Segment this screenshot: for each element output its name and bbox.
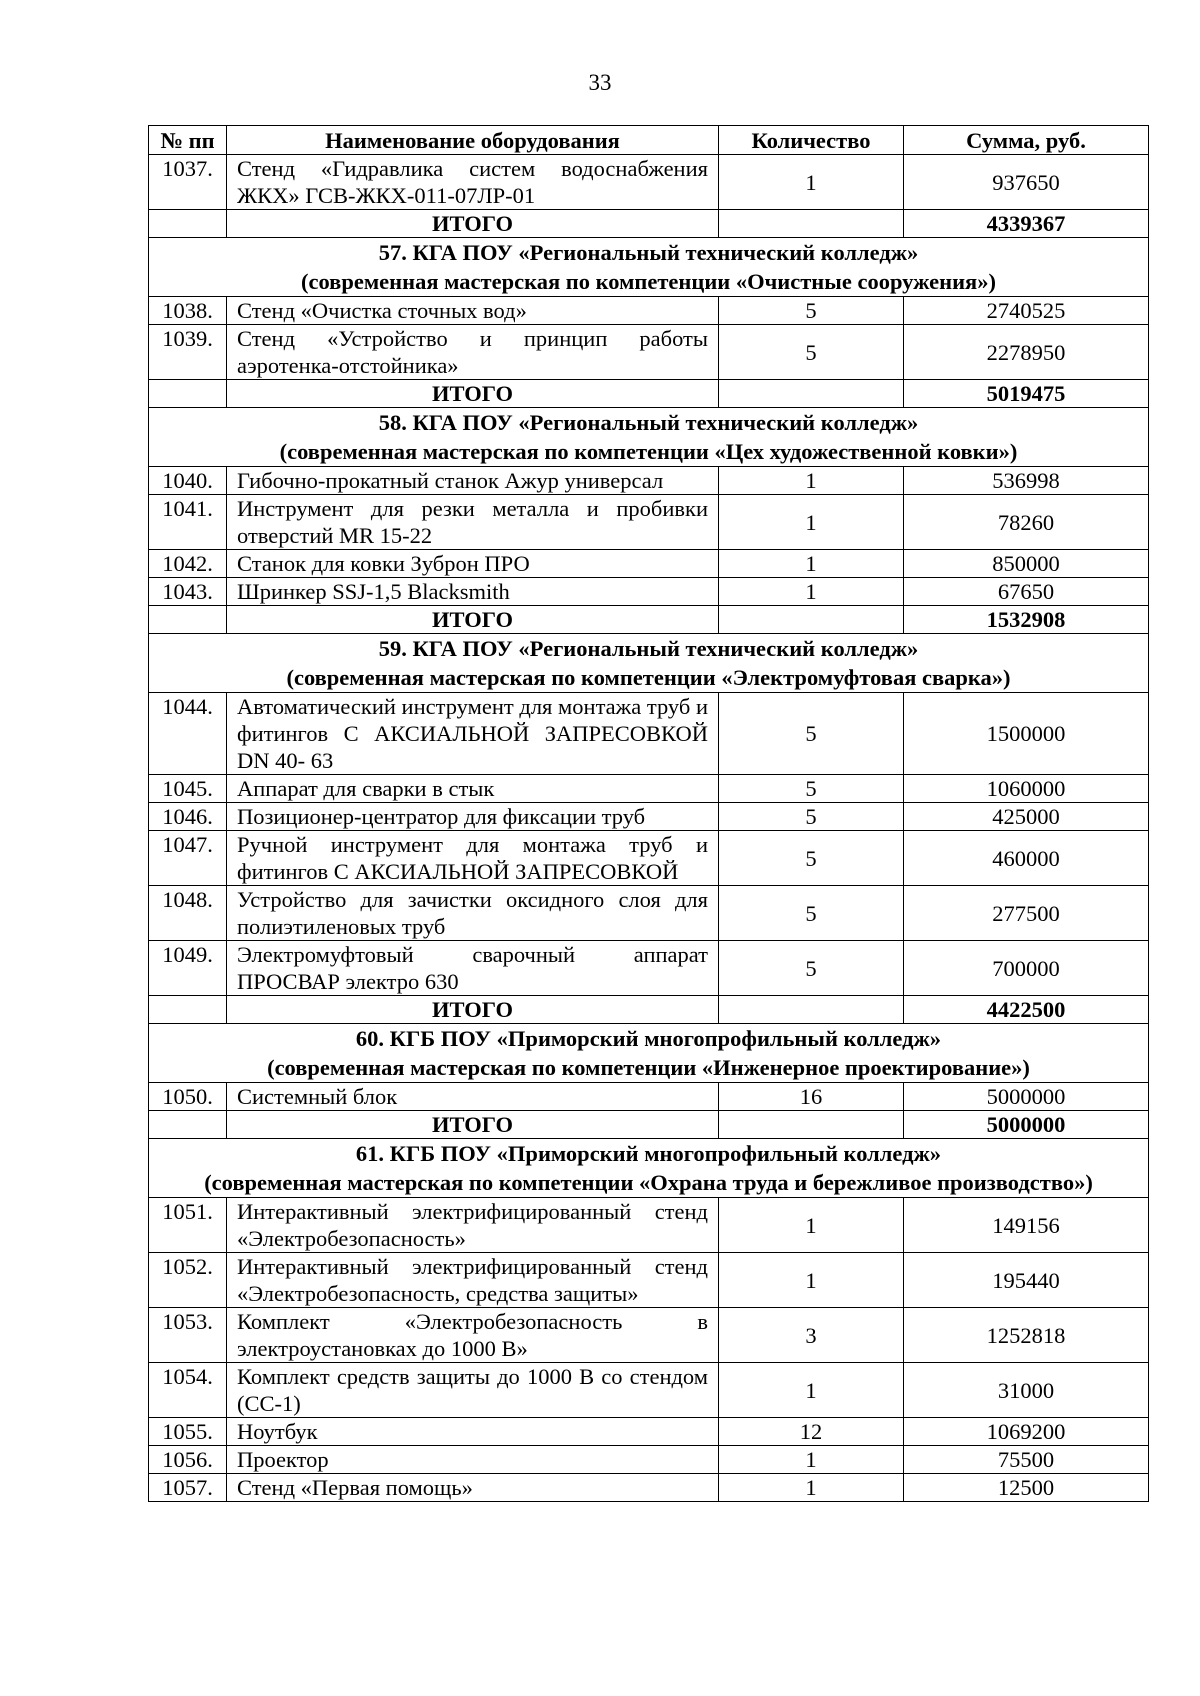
table-row — [149, 1198, 1149, 1253]
equipment-name: Стенд «Очистка сточных вод» — [227, 297, 719, 325]
total-empty-cell — [719, 606, 904, 634]
section-title-line1: 61. КГБ ПОУ «Приморский многопрофильный колледж» — [355, 1141, 942, 1166]
header-num: № пп — [149, 126, 227, 155]
section-title-line2: (современная мастерская по компетенции «Цех художественной ковки») — [279, 439, 1018, 464]
total-row — [149, 996, 1149, 1024]
total-label: ИТОГО — [227, 210, 719, 238]
total-amount: 4422500 — [904, 996, 1149, 1024]
equipment-name: Системный блок — [227, 1083, 719, 1111]
amount: 1500000 — [904, 693, 1149, 775]
amount: 12500 — [904, 1474, 1149, 1502]
total-amount: 4339367 — [904, 210, 1149, 238]
table-row — [149, 775, 1149, 803]
amount: 5000000 — [904, 1083, 1149, 1111]
row-number: 1053. — [149, 1308, 227, 1363]
total-empty-cell — [149, 210, 227, 238]
total-row — [149, 210, 1149, 238]
table-row — [149, 495, 1149, 550]
equipment-name: Электромуфтовый сварочный аппарат ПРОСВАР электро 630 — [227, 941, 719, 996]
quantity: 1 — [719, 1253, 904, 1308]
table-row — [149, 578, 1149, 606]
amount: 937650 — [904, 155, 1149, 210]
row-number: 1049. — [149, 941, 227, 996]
equipment-name: Устройство для зачистки оксидного слоя для полиэтиленовых труб — [227, 886, 719, 941]
table-row — [149, 831, 1149, 886]
amount: 700000 — [904, 941, 1149, 996]
quantity: 1 — [719, 1363, 904, 1418]
row-number: 1047. — [149, 831, 227, 886]
quantity: 5 — [719, 297, 904, 325]
equipment-name: Интерактивный электрифицированный стенд «Электробезопасность, средства защиты» — [227, 1253, 719, 1308]
section-title-line1: 60. КГБ ПОУ «Приморский многопрофильный колледж» — [355, 1026, 942, 1051]
equipment-name: Ноутбук — [227, 1418, 719, 1446]
row-number: 1057. — [149, 1474, 227, 1502]
row-number: 1050. — [149, 1083, 227, 1111]
equipment-name: Проектор — [227, 1446, 719, 1474]
row-number: 1046. — [149, 803, 227, 831]
amount: 195440 — [904, 1253, 1149, 1308]
section-title — [149, 634, 1149, 693]
total-empty-cell — [719, 380, 904, 408]
equipment-name: Шринкер SSJ-1,5 Blacksmith — [227, 578, 719, 606]
equipment-name: Аппарат для сварки в стык — [227, 775, 719, 803]
section-title-line1: 57. КГА ПОУ «Региональный технический колледж» — [378, 240, 919, 265]
total-empty-cell — [719, 1111, 904, 1139]
table-row — [149, 1253, 1149, 1308]
table-row — [149, 155, 1149, 210]
table-row — [149, 941, 1149, 996]
quantity: 1 — [719, 155, 904, 210]
page-number: 33 — [588, 70, 612, 95]
amount: 2278950 — [904, 325, 1149, 380]
amount: 78260 — [904, 495, 1149, 550]
quantity: 16 — [719, 1083, 904, 1111]
equipment-table — [148, 125, 1149, 1502]
section-title-line2: (современная мастерская по компетенции «Инженерное проектирование») — [267, 1055, 1030, 1080]
row-number: 1048. — [149, 886, 227, 941]
header-qty: Количество — [719, 126, 904, 155]
amount: 75500 — [904, 1446, 1149, 1474]
section-title — [149, 408, 1149, 467]
amount: 850000 — [904, 550, 1149, 578]
amount: 31000 — [904, 1363, 1149, 1418]
equipment-name: Комплект средств защиты до 1000 В со стендом (СС-1) — [227, 1363, 719, 1418]
quantity: 1 — [719, 1446, 904, 1474]
table-row — [149, 1474, 1149, 1502]
amount: 2740525 — [904, 297, 1149, 325]
row-number: 1055. — [149, 1418, 227, 1446]
equipment-name: Комплект «Электробезопасность в электроустановках до 1000 В» — [227, 1308, 719, 1363]
total-row — [149, 1111, 1149, 1139]
equipment-name: Станок для ковки Зуброн ПРО — [227, 550, 719, 578]
table-row — [149, 550, 1149, 578]
total-empty-cell — [719, 996, 904, 1024]
section-title-line1: 59. КГА ПОУ «Региональный технический колледж» — [378, 636, 919, 661]
amount: 1060000 — [904, 775, 1149, 803]
equipment-name: Позиционер-центратор для фиксации труб — [227, 803, 719, 831]
header-sum: Сумма, руб. — [904, 126, 1149, 155]
amount: 1252818 — [904, 1308, 1149, 1363]
section-header-row — [149, 634, 1149, 693]
amount: 149156 — [904, 1198, 1149, 1253]
total-amount: 1532908 — [904, 606, 1149, 634]
row-number: 1038. — [149, 297, 227, 325]
section-header-row — [149, 238, 1149, 297]
table-row — [149, 1363, 1149, 1418]
total-label: ИТОГО — [227, 996, 719, 1024]
quantity: 1 — [719, 578, 904, 606]
table-row — [149, 467, 1149, 495]
quantity: 5 — [719, 803, 904, 831]
row-number: 1056. — [149, 1446, 227, 1474]
quantity: 1 — [719, 1474, 904, 1502]
table-row — [149, 1418, 1149, 1446]
quantity: 12 — [719, 1418, 904, 1446]
quantity: 3 — [719, 1308, 904, 1363]
amount: 536998 — [904, 467, 1149, 495]
row-number: 1045. — [149, 775, 227, 803]
total-row — [149, 606, 1149, 634]
row-number: 1037. — [149, 155, 227, 210]
row-number: 1042. — [149, 550, 227, 578]
total-label: ИТОГО — [227, 606, 719, 634]
section-title-line2: (современная мастерская по компетенции «Охрана труда и бережливое производство») — [204, 1170, 1093, 1195]
quantity: 5 — [719, 941, 904, 996]
table-row — [149, 886, 1149, 941]
equipment-name: Гибочно-прокатный станок Ажур универсал — [227, 467, 719, 495]
table-row — [149, 1308, 1149, 1363]
quantity: 5 — [719, 886, 904, 941]
total-label: ИТОГО — [227, 1111, 719, 1139]
total-amount: 5019475 — [904, 380, 1149, 408]
equipment-name: Инструмент для резки металла и пробивки отверстий MR 15-22 — [227, 495, 719, 550]
row-number: 1041. — [149, 495, 227, 550]
equipment-name: Стенд «Устройство и принцип работы аэротенка-отстойника» — [227, 325, 719, 380]
row-number: 1040. — [149, 467, 227, 495]
quantity: 5 — [719, 325, 904, 380]
quantity: 5 — [719, 693, 904, 775]
row-number: 1052. — [149, 1253, 227, 1308]
row-number: 1054. — [149, 1363, 227, 1418]
equipment-name: Интерактивный электрифицированный стенд «Электробезопасность» — [227, 1198, 719, 1253]
table-header-row — [149, 126, 1149, 155]
section-header-row — [149, 1139, 1149, 1198]
equipment-name: Стенд «Первая помощь» — [227, 1474, 719, 1502]
total-empty-cell — [149, 1111, 227, 1139]
row-number: 1044. — [149, 693, 227, 775]
section-title-line2: (современная мастерская по компетенции «Очистные сооружения») — [301, 269, 996, 294]
amount: 67650 — [904, 578, 1149, 606]
equipment-name: Ручной инструмент для монтажа труб и фитингов С АКСИАЛЬНОЙ ЗАПРЕСОВКОЙ — [227, 831, 719, 886]
quantity: 1 — [719, 467, 904, 495]
table-body — [149, 155, 1149, 1502]
amount: 1069200 — [904, 1418, 1149, 1446]
amount: 277500 — [904, 886, 1149, 941]
section-header-row — [149, 1024, 1149, 1083]
total-row — [149, 380, 1149, 408]
quantity: 5 — [719, 775, 904, 803]
amount: 425000 — [904, 803, 1149, 831]
equipment-name: Автоматический инструмент для монтажа труб и фитингов С АКСИАЛЬНОЙ ЗАПРЕСОВКОЙ DN 40- 63 — [227, 693, 719, 775]
total-label: ИТОГО — [227, 380, 719, 408]
quantity: 1 — [719, 1198, 904, 1253]
section-header-row — [149, 408, 1149, 467]
row-number: 1039. — [149, 325, 227, 380]
table-row — [149, 693, 1149, 775]
section-title-line1: 58. КГА ПОУ «Региональный технический колледж» — [378, 410, 919, 435]
quantity: 5 — [719, 831, 904, 886]
row-number: 1051. — [149, 1198, 227, 1253]
table-row — [149, 1083, 1149, 1111]
table-row — [149, 803, 1149, 831]
row-number: 1043. — [149, 578, 227, 606]
total-empty-cell — [719, 210, 904, 238]
table-row — [149, 325, 1149, 380]
quantity: 1 — [719, 550, 904, 578]
amount: 460000 — [904, 831, 1149, 886]
total-empty-cell — [149, 380, 227, 408]
total-empty-cell — [149, 996, 227, 1024]
header-name: Наименование оборудования — [227, 126, 719, 155]
equipment-name: Стенд «Гидравлика систем водоснабжения ЖКХ» ГСВ-ЖКХ-011-07ЛР-01 — [227, 155, 719, 210]
section-title — [149, 1139, 1149, 1198]
table-row — [149, 297, 1149, 325]
quantity: 1 — [719, 495, 904, 550]
total-empty-cell — [149, 606, 227, 634]
table-row — [149, 1446, 1149, 1474]
total-amount: 5000000 — [904, 1111, 1149, 1139]
section-title — [149, 238, 1149, 297]
section-title-line2: (современная мастерская по компетенции «Электромуфтовая сварка») — [286, 665, 1011, 690]
section-title — [149, 1024, 1149, 1083]
